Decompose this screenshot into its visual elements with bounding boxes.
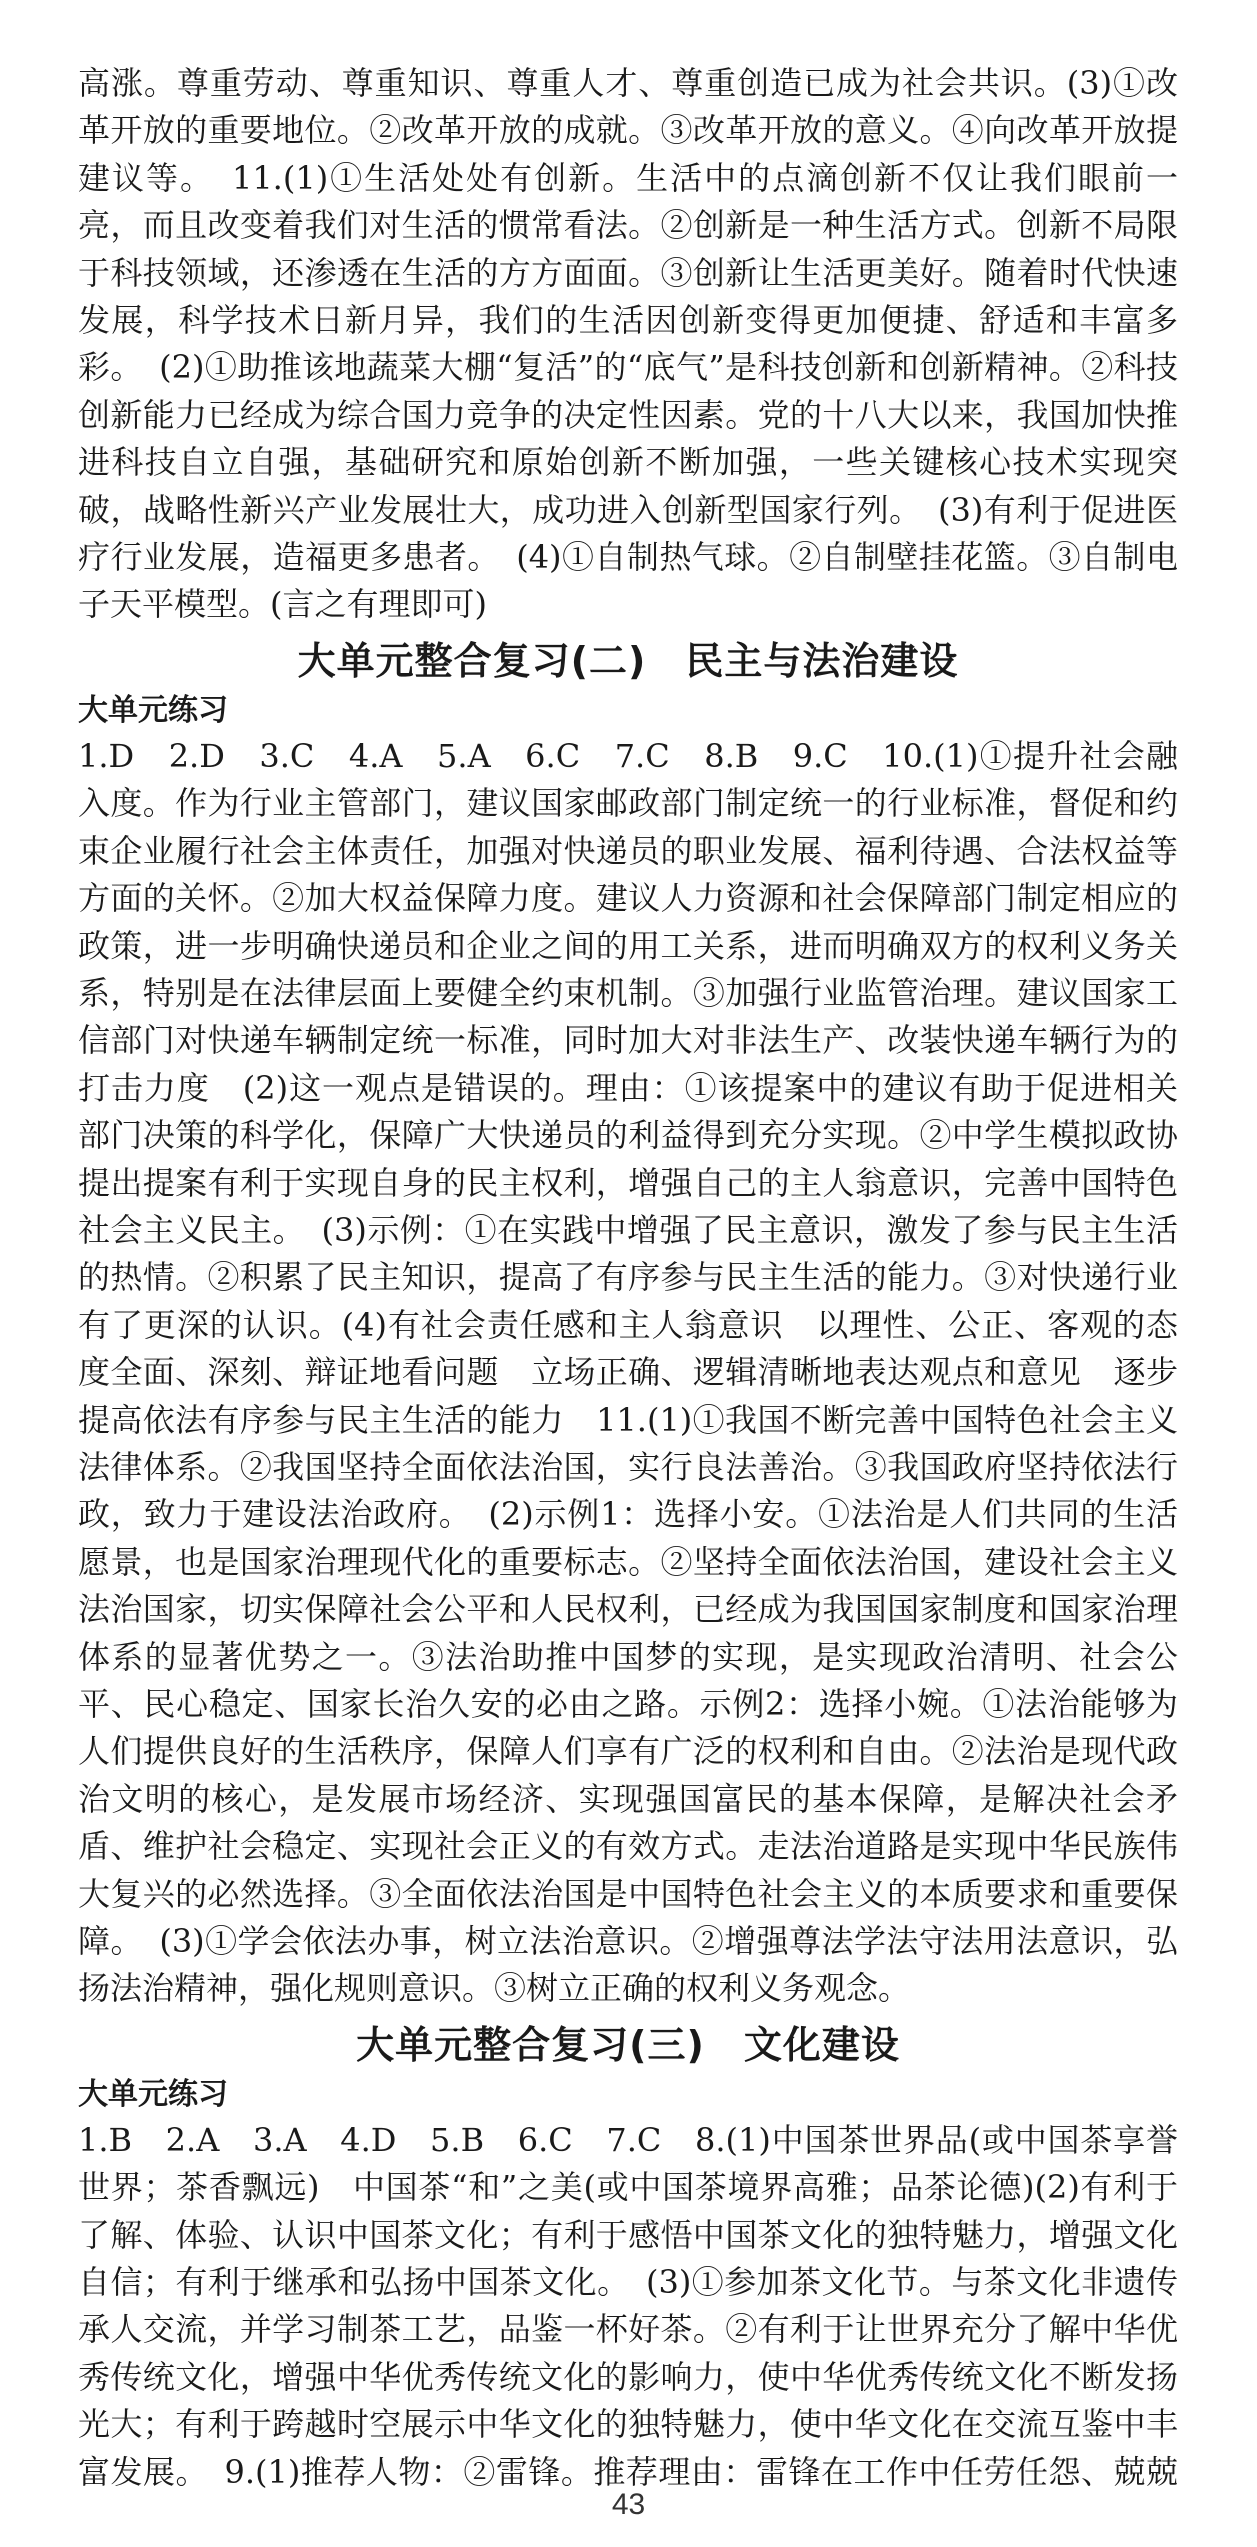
answer-paragraph-unit2: 1.D 2.D 3.C 4.A 5.A 6.C 7.C 8.B 9.C 10.(1)①提升社会融入度。作为行业主管部门，建议国家邮政部门制定统一的行业标准，督促和约束企业履行社会主体责任，加强对快递员的职业发展、福利待遇、合法权益等方面的关怀。②加大权益保障力度。建议人力资源和社会保障部门制定相应的政策，进一步明确快递员和企业之间的用工关系，进而明确双方的权利义务关系，特别是在法律层面上要健全约束机制。③加强行业监管治理。建议国家工信部门对快递车辆制定统一标准，同时加大对非法生产、改装快递车辆行为的打击力度 (2)这一观点是错误的。理由：①该提案中的建议有助于促进相关部门决策的科学化，保障广大快递员的利益得到充分实现。②中学生模拟政协提出提案有利于实现自身的民主权利，增强自己的主人翁意识，完善中国特色社会主义民主。 (3)示例：①在实践中增强了民主意识，激发了参与民主生活的热情。②积累了民主知识，提高了有序参与民主生活的能力。③对快递行业有了更深的认识。(4)有社会责任感和主人翁意识 以理性、公正、客观的态度全面、深刻、辩证地看问题 立场正确、逻辑清晰地表达观点和意见 逐步提高依法有序参与民主生活的能力 11.(1)①我国不断完善中国特色社会主义法律体系。②我国坚持全面依法治国，实行良法善治。③我国政府坚持依法行政，致力于建设法治政府。 (2)示例1：选择小安。①法治是人们共同的生活愿景，也是国家治理现代化的重要标志。②坚持全面依法治国，建设社会主义法治国家，切实保障社会公平和人民权利，已经成为我国国家制度和国家治理体系的显著优势之一。③法治助推中国梦的实现，是实现政治清明、社会公平、民心稳定、国家长治久安的必由之路。示例2：选择小婉。①法治能够为人们提供良好的生活秩序，保障人们享有广泛的权利和自由。②法治是现代政治文明的核心，是发展市场经济、实现强国富民的基本保障，是解决社会矛盾、维护社会稳定、实现社会正义的有效方式。走法治道路是实现中华民族伟大复兴的必然选择。③全面依法治国是中国特色社会主义的本质要求和重要保障。 (3)①学会依法办事，树立法治意识。②增强尊法学法守法用法意识，弘扬法治精神，强化规则意识。③树立正确的权利义务观念。 [78,736,1178,2008]
subsection-title-unit3: 大单元练习 [78,2076,228,2112]
section-title-unit2: 大单元整合复习(二) 民主与法治建设 [297,638,959,683]
answer-paragraph-unit1-end: 高涨。尊重劳动、尊重知识、尊重人才、尊重创造已成为社会共识。(3)①改革开放的重要地位。②改革开放的成就。③改革开放的意义。④向改革开放提建议等。 11.(1)①生活处处有创新。生活中的点滴创新不仅让我们眼前一亮，而且改变着我们对生活的惯常看法。②创新是一种生活方式。创新不局限于科技领域，还渗透在生活的方方面面。③创新让生活更美好。随着时代快速发展，科学技术日新月异，我们的生活因创新变得更加便捷、舒适和丰富多彩。 (2)①助推该地蔬菜大棚“复活”的“底气”是科技创新和创新精神。②科技创新能力已经成为综合国力竞争的决定性因素。党的十八大以来，我国加快推进科技自立自强，基础研究和原始创新不断加强，一些关键核心技术实现突破，战略性新兴产业发展壮大，成功进入创新型国家行列。 (3)有利于促进医疗行业发展，造福更多患者。 (4)①自制热气球。②自制壁挂花篮。③自制电子天平模型。(言之有理即可) [78,64,1178,624]
subsection-title-unit2: 大单元练习 [78,692,228,728]
section-title-unit3: 大单元整合复习(三) 文化建设 [356,2022,900,2067]
answer-paragraph-unit3: 1.B 2.A 3.A 4.D 5.B 6.C 7.C 8.(1)中国茶世界品(或中国茶享誉世界；茶香飘远) 中国茶“和”之美(或中国茶境界高雅；品茶论德)(2)有利于了解、体验、认识中国茶文化；有利于感悟中国茶文化的独特魅力，增强文化自信；有利于继承和弘扬中国茶文化。 (3)①参加茶文化节。与茶文化非遗传承人交流，并学习制茶工艺，品鉴一杯好茶。②有利于让世界充分了解中华优秀传统文化，增强中华优秀传统文化的影响力，使中华优秀传统文化不断发扬光大；有利于跨越时空展示中华文化的独特魅力，使中华文化在交流互鉴中丰富发展。 9.(1)推荐人物：②雷锋。推荐理由：雷锋在工作中任劳任怨、兢兢 [78,2120,1178,2491]
page-number: 43 [611,2488,646,2521]
answer-page [78,60,1178,2500]
